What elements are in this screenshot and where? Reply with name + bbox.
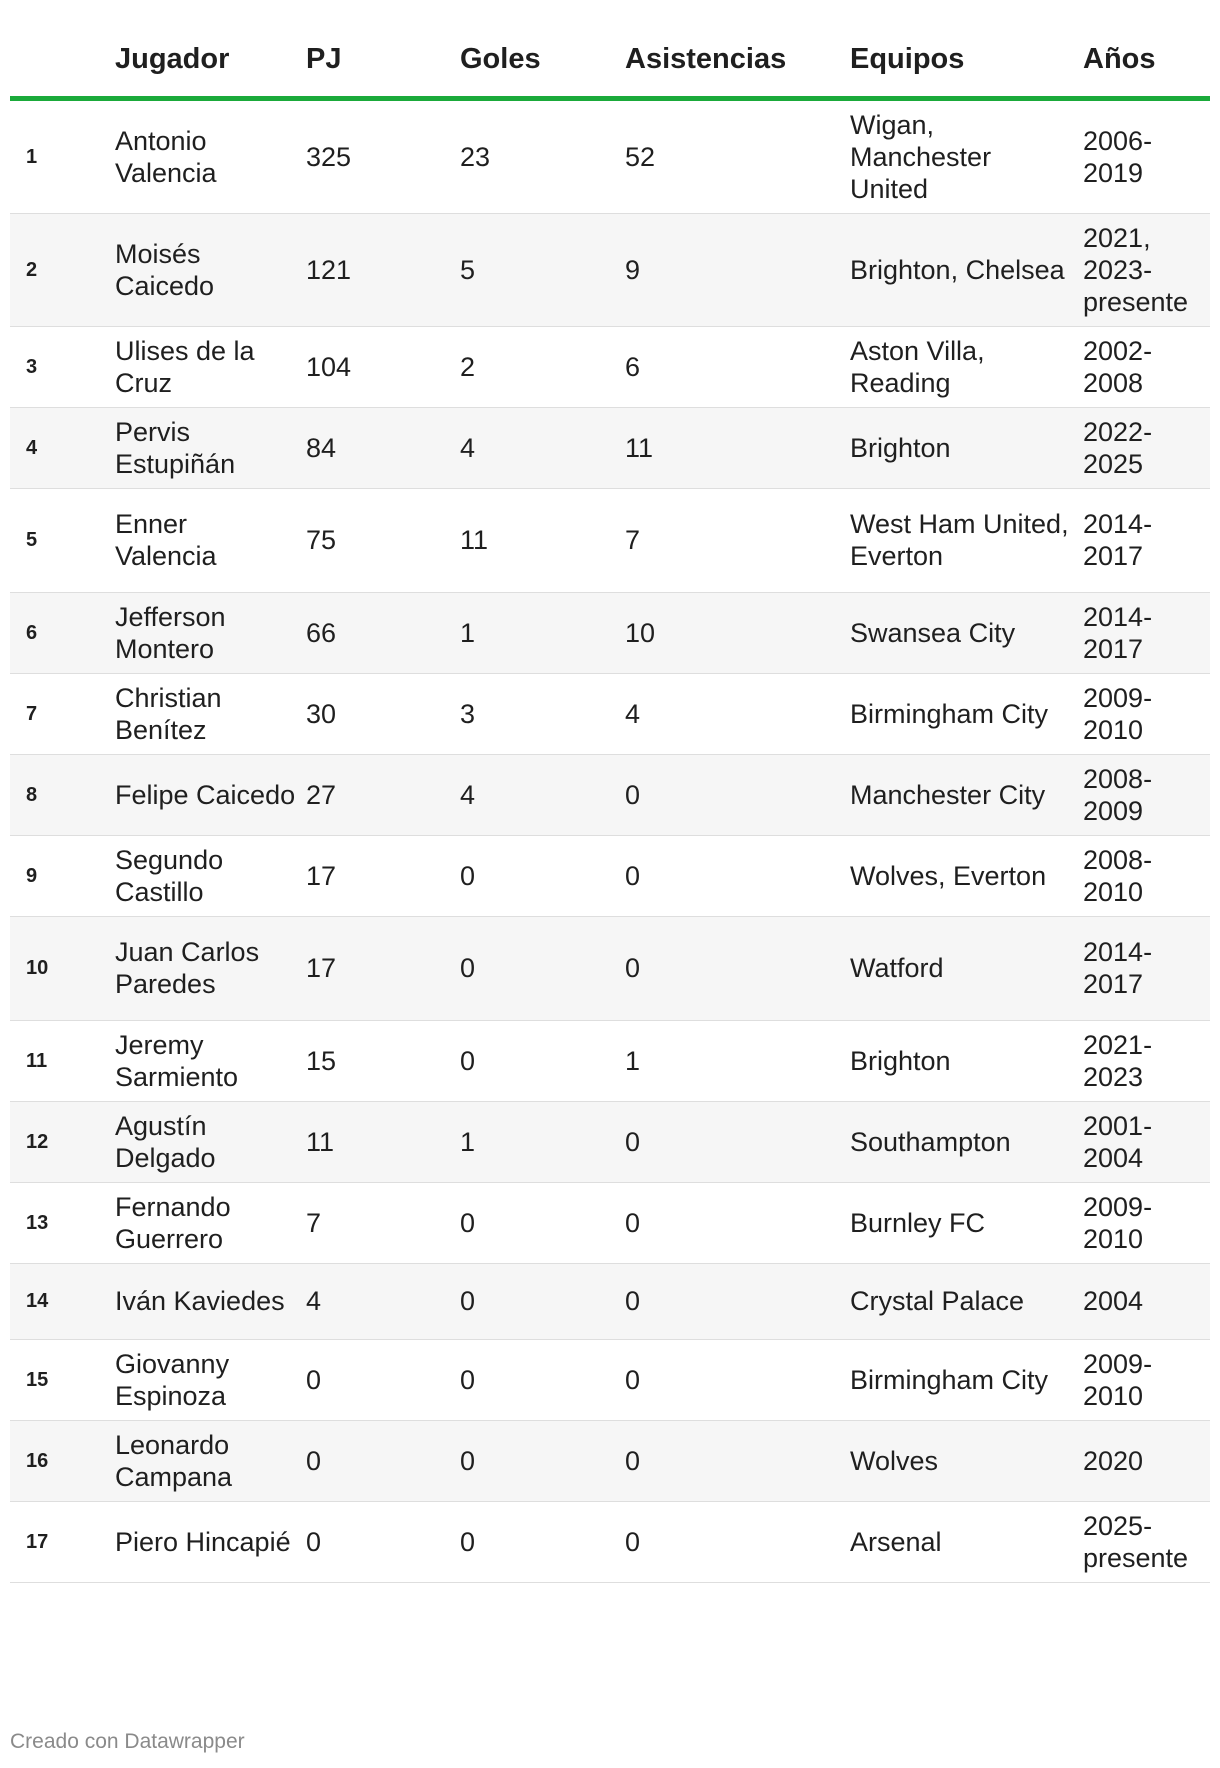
cell-goles: 1 <box>460 1101 625 1182</box>
cell-pj: 0 <box>306 1339 460 1420</box>
table-row <box>10 1501 1210 1582</box>
cell-equipos: Arsenal <box>850 1501 1083 1582</box>
cell-rank: 9 <box>10 835 115 916</box>
cell-goles: 0 <box>460 835 625 916</box>
cell-rank: 6 <box>10 592 115 673</box>
header-asistencias: Asistencias <box>625 0 850 98</box>
cell-jugador: Felipe Caicedo <box>115 754 306 835</box>
cell-goles: 1 <box>460 592 625 673</box>
cell-anios: 2014-2017 <box>1083 916 1210 1020</box>
cell-jugador: Fernando Guerrero <box>115 1182 306 1263</box>
cell-jugador: Piero Hincapié <box>115 1501 306 1582</box>
cell-rank: 15 <box>10 1339 115 1420</box>
players-table <box>10 0 1210 1583</box>
header-goles: Goles <box>460 0 625 98</box>
cell-goles: 11 <box>460 488 625 592</box>
cell-anios: 2009-2010 <box>1083 1182 1210 1263</box>
cell-goles: 4 <box>460 407 625 488</box>
cell-rank: 3 <box>10 326 115 407</box>
header-pj: PJ <box>306 0 460 98</box>
cell-asistencias: 11 <box>625 407 850 488</box>
cell-rank: 10 <box>10 916 115 1020</box>
table-row <box>10 592 1210 673</box>
cell-equipos: Burnley FC <box>850 1182 1083 1263</box>
cell-jugador: Enner Valencia <box>115 488 306 592</box>
cell-asistencias: 6 <box>625 326 850 407</box>
cell-jugador: Iván Kaviedes <box>115 1263 306 1339</box>
cell-equipos: Brighton, Chelsea <box>850 213 1083 326</box>
cell-goles: 0 <box>460 1020 625 1101</box>
table-row <box>10 407 1210 488</box>
cell-equipos: Crystal Palace <box>850 1263 1083 1339</box>
cell-pj: 30 <box>306 673 460 754</box>
table-row <box>10 1339 1210 1420</box>
cell-jugador: Pervis Estupiñán <box>115 407 306 488</box>
cell-asistencias: 0 <box>625 835 850 916</box>
table-row <box>10 1020 1210 1101</box>
cell-equipos: Wigan, Manchester United <box>850 98 1083 213</box>
cell-anios: 2020 <box>1083 1420 1210 1501</box>
cell-equipos: Aston Villa, Reading <box>850 326 1083 407</box>
cell-asistencias: 0 <box>625 754 850 835</box>
cell-asistencias: 0 <box>625 1339 850 1420</box>
cell-goles: 5 <box>460 213 625 326</box>
cell-anios: 2014-2017 <box>1083 592 1210 673</box>
header-rank <box>10 0 115 98</box>
cell-equipos: Brighton <box>850 1020 1083 1101</box>
cell-rank: 5 <box>10 488 115 592</box>
table-row <box>10 1420 1210 1501</box>
cell-goles: 0 <box>460 1182 625 1263</box>
cell-pj: 104 <box>306 326 460 407</box>
cell-rank: 13 <box>10 1182 115 1263</box>
cell-rank: 12 <box>10 1101 115 1182</box>
cell-anios: 2002-2008 <box>1083 326 1210 407</box>
cell-rank: 16 <box>10 1420 115 1501</box>
cell-equipos: Watford <box>850 916 1083 1020</box>
cell-anios: 2014-2017 <box>1083 488 1210 592</box>
cell-pj: 66 <box>306 592 460 673</box>
cell-anios: 2022-2025 <box>1083 407 1210 488</box>
cell-pj: 15 <box>306 1020 460 1101</box>
cell-pj: 27 <box>306 754 460 835</box>
header-anios: Años <box>1083 0 1210 98</box>
cell-rank: 4 <box>10 407 115 488</box>
table-row <box>10 835 1210 916</box>
cell-pj: 325 <box>306 98 460 213</box>
cell-equipos: Southampton <box>850 1101 1083 1182</box>
cell-jugador: Jefferson Montero <box>115 592 306 673</box>
cell-anios: 2006-2019 <box>1083 98 1210 213</box>
cell-goles: 0 <box>460 1339 625 1420</box>
cell-jugador: Segundo Castillo <box>115 835 306 916</box>
cell-equipos: Wolves <box>850 1420 1083 1501</box>
cell-goles: 0 <box>460 1501 625 1582</box>
cell-jugador: Agustín Delgado <box>115 1101 306 1182</box>
table-row <box>10 916 1210 1020</box>
cell-rank: 1 <box>10 98 115 213</box>
cell-asistencias: 0 <box>625 1420 850 1501</box>
cell-anios: 2025-presente <box>1083 1501 1210 1582</box>
cell-jugador: Ulises de la Cruz <box>115 326 306 407</box>
cell-asistencias: 1 <box>625 1020 850 1101</box>
cell-asistencias: 0 <box>625 1101 850 1182</box>
cell-equipos: Birmingham City <box>850 1339 1083 1420</box>
header-equipos: Equipos <box>850 0 1083 98</box>
cell-goles: 23 <box>460 98 625 213</box>
cell-rank: 11 <box>10 1020 115 1101</box>
cell-goles: 0 <box>460 1420 625 1501</box>
cell-asistencias: 7 <box>625 488 850 592</box>
cell-anios: 2004 <box>1083 1263 1210 1339</box>
cell-asistencias: 4 <box>625 673 850 754</box>
footer-credit: Creado con Datawrapper <box>10 1730 245 1753</box>
cell-asistencias: 10 <box>625 592 850 673</box>
table-wrapper <box>10 0 1210 1583</box>
cell-anios: 2009-2010 <box>1083 1339 1210 1420</box>
cell-asistencias: 9 <box>625 213 850 326</box>
cell-anios: 2001-2004 <box>1083 1101 1210 1182</box>
cell-equipos: Manchester City <box>850 754 1083 835</box>
cell-jugador: Christian Benítez <box>115 673 306 754</box>
table-row <box>10 673 1210 754</box>
table-row <box>10 326 1210 407</box>
cell-asistencias: 0 <box>625 1263 850 1339</box>
cell-jugador: Antonio Valencia <box>115 98 306 213</box>
cell-anios: 2008-2010 <box>1083 835 1210 916</box>
cell-pj: 121 <box>306 213 460 326</box>
table-body <box>10 98 1210 1582</box>
cell-equipos: Wolves, Everton <box>850 835 1083 916</box>
cell-jugador: Juan Carlos Paredes <box>115 916 306 1020</box>
cell-pj: 0 <box>306 1501 460 1582</box>
cell-equipos: West Ham United, Everton <box>850 488 1083 592</box>
cell-asistencias: 0 <box>625 1182 850 1263</box>
table-row <box>10 1101 1210 1182</box>
cell-equipos: Swansea City <box>850 592 1083 673</box>
header-row <box>10 0 1210 98</box>
cell-rank: 17 <box>10 1501 115 1582</box>
cell-goles: 2 <box>460 326 625 407</box>
cell-asistencias: 0 <box>625 916 850 1020</box>
cell-rank: 14 <box>10 1263 115 1339</box>
cell-pj: 4 <box>306 1263 460 1339</box>
table-row <box>10 98 1210 213</box>
cell-rank: 8 <box>10 754 115 835</box>
cell-goles: 0 <box>460 1263 625 1339</box>
cell-equipos: Birmingham City <box>850 673 1083 754</box>
cell-jugador: Leonardo Campana <box>115 1420 306 1501</box>
cell-pj: 0 <box>306 1420 460 1501</box>
table-row <box>10 1182 1210 1263</box>
cell-asistencias: 0 <box>625 1501 850 1582</box>
cell-anios: 2021, 2023-presente <box>1083 213 1210 326</box>
cell-rank: 7 <box>10 673 115 754</box>
cell-pj: 84 <box>306 407 460 488</box>
cell-pj: 7 <box>306 1182 460 1263</box>
table-row <box>10 1263 1210 1339</box>
table-row <box>10 213 1210 326</box>
cell-goles: 4 <box>460 754 625 835</box>
cell-pj: 17 <box>306 916 460 1020</box>
table-header <box>10 0 1210 98</box>
table-row <box>10 488 1210 592</box>
cell-jugador: Moisés Caicedo <box>115 213 306 326</box>
cell-anios: 2008-2009 <box>1083 754 1210 835</box>
cell-pj: 75 <box>306 488 460 592</box>
table-row <box>10 754 1210 835</box>
cell-pj: 11 <box>306 1101 460 1182</box>
cell-pj: 17 <box>306 835 460 916</box>
cell-asistencias: 52 <box>625 98 850 213</box>
cell-goles: 3 <box>460 673 625 754</box>
cell-rank: 2 <box>10 213 115 326</box>
cell-jugador: Giovanny Espinoza <box>115 1339 306 1420</box>
cell-anios: 2021-2023 <box>1083 1020 1210 1101</box>
cell-jugador: Jeremy Sarmiento <box>115 1020 306 1101</box>
cell-goles: 0 <box>460 916 625 1020</box>
cell-anios: 2009-2010 <box>1083 673 1210 754</box>
header-jugador: Jugador <box>115 0 306 98</box>
cell-equipos: Brighton <box>850 407 1083 488</box>
